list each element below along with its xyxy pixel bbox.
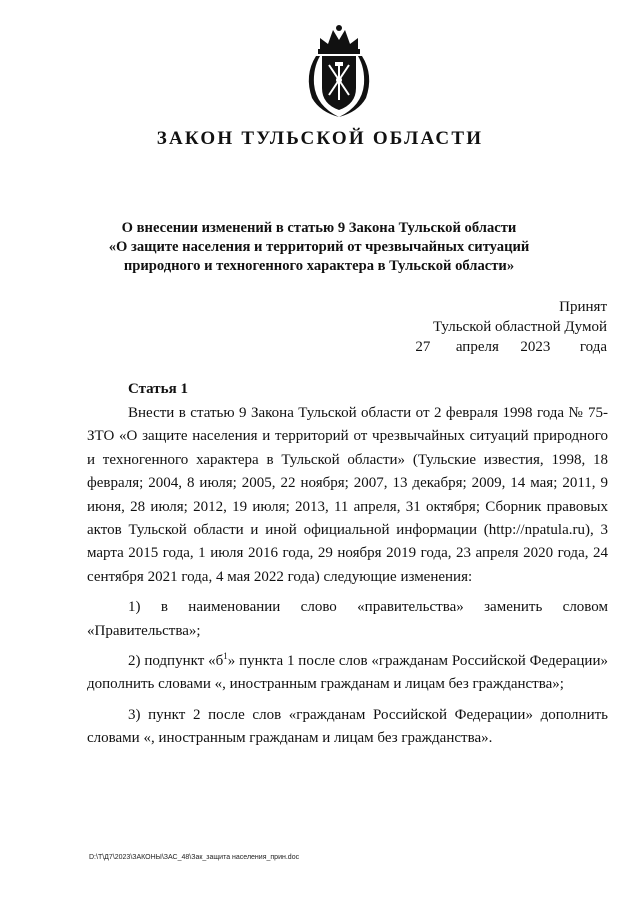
adoption-year: 2023	[520, 339, 551, 355]
article-intro: Внести в статью 9 Закона Тульской области от 2 февраля 1998 года № 75-ЗТО «О защите населения и территорий от чрезвычайных ситуаций природного и техногенного характера в Тульской области» (Тульские известия, 1998, 18 февраля; 2004, 8 июля; 2005, 22 ноября; 2007, 13 декабря; 2009, 14 мая; 2011, 9 июня, 28 июля; 2012, 19 июля; 2013, 11 апреля, 31 октября; Сборник правовых актов Тульской области и иной официальной информации (http://npatula.ru), 3 марта 2015 года, 1 июля 2016 года, 29 ноября 2019 года, 23 апреля 2020 года, 24 сентября 2021 года, 4 мая 2022 года) следующие изменения:	[87, 405, 608, 585]
subject-line-1: О внесении изменений в статью 9 Закона Тульской области	[121, 220, 517, 236]
subject-line-3: природного и техногенного характера в Тульской области»	[123, 258, 515, 274]
subject-line-2: «О защите населения и территорий от чрезвычайных ситуаций	[108, 239, 530, 255]
tula-coat-of-arms-icon	[302, 20, 376, 120]
law-title: ЗАКОН ТУЛЬСКОЙ ОБЛАСТИ	[156, 128, 484, 149]
file-path-footer: D:\Т\Д7\2023\ЗАКОНЫ\ЗАС_48\Зак_защита населения_прин.doc	[89, 854, 300, 861]
item-2-superscript: 1	[223, 651, 228, 662]
adoption-line-2: Тульской областной Думой	[432, 319, 607, 335]
article-body	[87, 402, 608, 751]
article-heading: Статья 1	[128, 381, 188, 397]
adoption-date	[415, 337, 607, 357]
adoption-line-1: Принят	[559, 299, 607, 315]
amendment-item-3: 3) пункт 2 после слов «гражданам Российской Федерации» дополнить словами «, иностранным гражданам и лицам без гражданства».	[87, 706, 608, 747]
adoption-block	[415, 297, 607, 357]
item-2-start: 2) подпункт «б	[128, 653, 224, 670]
amendment-item-1: 1) в наименовании слово «правительства» заменить словом «Правительства»;	[87, 599, 608, 639]
law-subject	[90, 219, 548, 276]
item-2-rest: » пункта 1 после слов «гражданам Российской Федерации» дополнить словами «, иностранным гражданам и лицам без гражданства»;	[87, 653, 608, 693]
adoption-day: 27	[415, 339, 431, 355]
amendment-item-2	[87, 650, 608, 697]
adoption-month: апреля	[455, 339, 499, 355]
adoption-suffix: года	[579, 339, 607, 355]
